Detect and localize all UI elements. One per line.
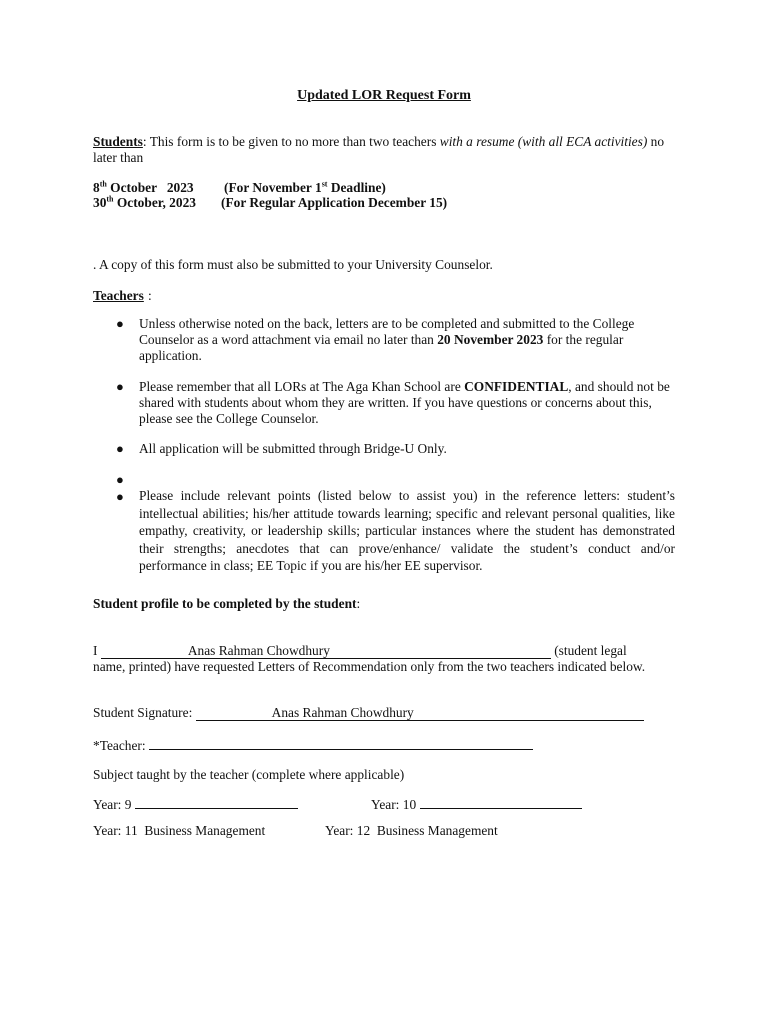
signature-field[interactable] [196, 706, 644, 721]
student-name-statement [93, 643, 653, 659]
year11-value: Business Management [144, 823, 266, 838]
deadline-1-suffix: th [99, 179, 107, 189]
teachers-bullet-bridgeu: All application will be submitted through Bridge-U Only. [139, 441, 447, 456]
teachers-bullet-confidential [139, 379, 675, 427]
signature-label: Student Signature: [93, 705, 193, 720]
year11-label: Year: 11 [93, 823, 138, 838]
b2-post: , and should not be shared with students about whom they are written. If you have questions or concerns about this, please see the College Counselor. [139, 379, 670, 426]
signature-row [93, 705, 644, 721]
year10-row [371, 795, 582, 813]
teachers-bullet-points: Please include relevant points (listed below to assist you) in the reference letters: student’s intellectual abilities; his/her attitude towards learning; specific and relevant personal qualities, like empathy, creativity, or leadership skills; particular instances where the student has demonstrated their strengths; anecdotes that can prove/enhance/ validate the student’s conduct and/or performance in class; EE Topic if you are his/her EE supervisor. [139, 488, 675, 574]
bullet-icon: ● [116, 379, 124, 394]
deadline-2-day: 30 [93, 195, 107, 210]
b2-text: Please remember that all LORs at The Aga Khan School are [139, 379, 465, 394]
student-name-field[interactable] [101, 644, 551, 659]
year9-field[interactable] [135, 795, 298, 809]
subject-label: Subject taught by the teacher (complete where applicable) [93, 767, 405, 782]
deadline-2-note: (For Regular Application December 15) [221, 195, 448, 210]
i-label: I [93, 643, 98, 658]
deadline-1-note-post: Deadline) [327, 180, 386, 195]
page-title: Updated LOR Request Form [297, 88, 471, 103]
teachers-colon: : [148, 288, 152, 303]
year10-label: Year: 10 [371, 797, 417, 812]
deadline-2-suffix: th [106, 194, 114, 204]
deadline-2-text: October, 2023 [113, 195, 196, 210]
students-intro [93, 134, 673, 166]
b1-bold: 20 November 2023 [437, 332, 544, 347]
year9-row [93, 795, 298, 813]
bullet-icon: ● [116, 489, 124, 504]
students-intro-tail: no later than [93, 134, 665, 165]
copy-note: . A copy of this form must also be submitted to your University Counselor. [93, 257, 493, 272]
year11-row [93, 823, 265, 839]
year9-label: Year: 9 [93, 797, 132, 812]
i-tail-1: (student legal [554, 643, 627, 658]
deadline-1-note-pre: (For November 1 [224, 180, 322, 195]
students-heading: Students [93, 134, 143, 149]
b1-post: for the regular application. [139, 332, 624, 363]
b2-bold: CONFIDENTIAL [464, 379, 569, 394]
year10-field[interactable] [420, 795, 582, 809]
year12-row [325, 823, 498, 839]
deadline-1-text: October 2023 [106, 180, 194, 195]
teacher-field[interactable] [149, 736, 533, 750]
year12-label: Year: 12 [325, 823, 371, 838]
deadline-1-note-sup: st [321, 179, 328, 189]
bullet-icon: ● [116, 472, 124, 487]
teachers-heading [93, 288, 144, 304]
bullet-icon: ● [116, 316, 124, 331]
student-name-value: Anas Rahman Chowdhury [187, 643, 330, 658]
profile-heading: Student profile to be completed by the student: [93, 596, 361, 611]
year12-value: Business Management [376, 823, 498, 838]
student-name-statement-cont: name, printed) have requested Letters of Recommendation only from the two teachers indicated below. [93, 659, 646, 674]
bullet-icon: ● [116, 441, 124, 456]
teacher-label: *Teacher: [93, 738, 146, 753]
profile-heading-text: Student profile to be completed by the student [93, 596, 357, 611]
teacher-row [93, 736, 533, 754]
deadline-1-day: 8 [93, 180, 100, 195]
b1-text: Unless otherwise noted on the back, letters are to be completed and submitted to the College Counselor as a word attachment via email no later than [139, 316, 635, 347]
teachers-heading-text: Teachers [93, 288, 144, 303]
deadline-1-note [224, 180, 386, 196]
signature-value: Anas Rahman Chowdhury [271, 705, 414, 720]
teachers-bullet-deadline [139, 316, 675, 364]
students-intro-text: : This form is to be given to no more than two teachers [142, 134, 440, 149]
deadline-2-date [93, 195, 196, 211]
students-intro-italic: with a resume (with all ECA activities) [439, 134, 648, 149]
